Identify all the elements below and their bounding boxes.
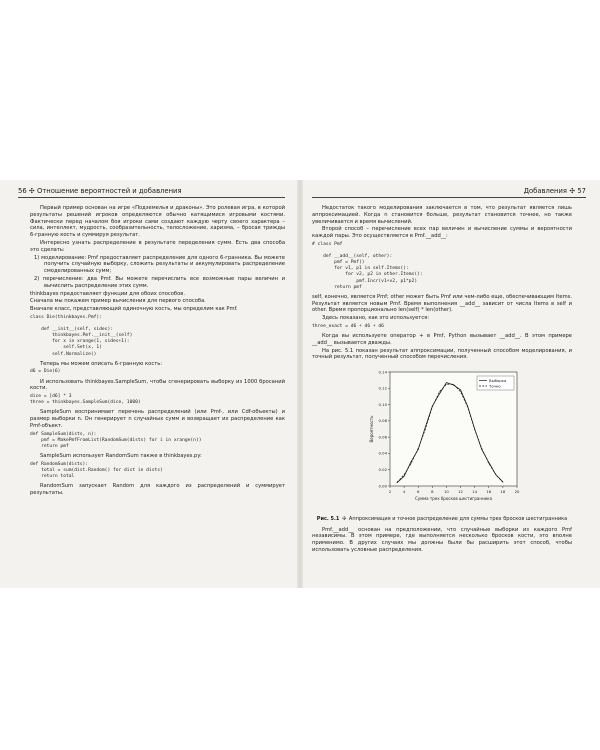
data-point — [439, 392, 440, 393]
code-block: # class Pmf def __add__(self, other): pmf = Pmf() for v1, p1 in self.Items(): for v2, p2 in other.Items(): pmf.Incr(v1+v2, p1*p2) return pmf — [312, 241, 423, 290]
paragraph: Здесь показано, как это используется: — [322, 315, 430, 322]
y-tick-label: 0.00 — [378, 483, 387, 489]
paragraph: Интересно узнать распределение в результате переделения сумм. Есть два способа это сделать: — [30, 239, 285, 253]
data-point — [460, 392, 461, 393]
y-tick-label: 0.14 — [378, 369, 387, 375]
list-item: 2) перечисление: два Pmf. Вы можете перечислить все возможные пары величин и вычислить распределение этих сумм. — [34, 275, 285, 289]
data-point — [488, 463, 489, 464]
data-point — [453, 385, 454, 386]
book-spread — [0, 180, 600, 588]
paragraph: Второй способ – перечисление всех пар величин и вычисление суммы и вероятности каждой пары. Это осуществляется в Pmf.__add__: — [312, 226, 572, 240]
diamond-ornament-icon: ✣ — [569, 187, 576, 195]
y-tick-label: 0.02 — [378, 467, 387, 473]
x-tick-label: 14 — [472, 489, 478, 495]
data-point — [439, 394, 440, 395]
code-block: d6 = Die(6) — [30, 369, 61, 375]
data-point — [404, 475, 405, 476]
data-point — [397, 482, 398, 483]
left-page — [0, 180, 300, 588]
diamond-ornament-icon: ✣ — [28, 187, 35, 195]
caption-text: Аппроксимация и точное распределение для суммы трех бросков шестигранника — [348, 516, 568, 523]
data-point — [474, 429, 475, 430]
y-tick-label: 0.12 — [378, 385, 387, 391]
data-point — [411, 461, 412, 462]
y-tick-label: 0.04 — [378, 450, 387, 456]
chapter-title: Отношение вероятностей и добавления — [37, 187, 182, 195]
y-tick-label: 0.06 — [378, 434, 387, 440]
header-rule — [18, 197, 285, 198]
paragraph: SampleSum использует RandomSum также в thinkbayes.py: — [40, 452, 202, 459]
y-tick-label: 0.08 — [378, 418, 387, 424]
code-block: class Die(thinkbayes.Pmf): def __init__(self, sides): thinkbayes.Pmf.__init__(self) for x in xrange(1, sides+1): self.Set(x, 1) self.Normalize() — [30, 314, 133, 357]
x-tick-label: 10 — [444, 489, 449, 495]
paragraph: Когда вы используете оператор + в Pmf, Python вызывает __add__. В этом примере __add__ вызывается дважды. — [312, 333, 572, 346]
legend-label: Выборка — [489, 378, 507, 384]
code-block: def SampleSum(dists, n): pmf = MakePmfFromList(RandomSum(dists) for i in xrange(n)) return pmf — [30, 431, 202, 449]
x-tick-label: 8 — [431, 489, 434, 495]
paragraph: Первый пример основан на игре «Подземелья и драконы». Это ролевая игра, в которой результаты решений игроков определяются обычно катящимися игровыми костями. Фактически перед началом боя игроки сами создают каждую черту своего характера – сила, интеллект, мудрость, сообразительность, телосложение, харизма, – бросая трижды 6-гранную кость и суммируя результат. — [30, 205, 285, 239]
data-point — [453, 384, 454, 385]
left-body — [30, 205, 285, 498]
data-point — [411, 463, 412, 464]
page-number: 57 — [577, 187, 586, 195]
data-point — [446, 384, 447, 385]
y-axis-label: Вероятность — [369, 415, 374, 443]
paragraph: На рис. 5.1 показан результат аппроксимации, полученный способом моделирования, и точный результат, полученный способом перечисления. — [312, 347, 572, 361]
paragraph: Теперь мы можем описать 6-гранную кость: — [40, 360, 163, 367]
header-rule — [312, 197, 586, 198]
data-point — [432, 407, 433, 408]
right-header — [524, 187, 586, 195]
x-tick-label: 4 — [402, 489, 406, 495]
data-point — [425, 427, 426, 428]
paragraph: Сначала мы покажем пример вычисления для первого способа. — [30, 298, 206, 305]
figure-caption — [312, 516, 572, 522]
paragraph: thinkbayes предоставляет функции для обоих способов. — [30, 290, 185, 297]
list-item: 1) моделирование: Pmf предоставляет распределение для одного 6-гранника. Вы можете получить случайную выборку, сложить результаты и аккумулировать распределение смоделированных сумм; — [34, 254, 285, 275]
paragraph: Недостаток такого моделирования заключается в том, что результат является лишь аппроксимацией. Когда n становится больше, результат становится точнее, но также увеличивается и время вычислений. — [312, 205, 572, 225]
data-point — [404, 476, 405, 477]
right-page — [300, 180, 600, 588]
x-tick-label: 6 — [417, 489, 420, 495]
paragraph: И использовать thinkbayes.SampleSum, чтобы сгенерировать выборку из 1000 бросаний кости. — [30, 378, 285, 392]
right-body — [312, 205, 572, 555]
paragraph: Pmf.__add__ основан на предположении, что случайные выборки из каждого Pmf независимы. В этом примере, где выполняется несколько бросков кости, это вполне применимо. В других случаях мы должны были бы расширить этот способ, чтобы использовать условные распределения. — [312, 526, 572, 553]
data-point — [446, 382, 447, 383]
data-point — [467, 407, 468, 408]
left-header — [18, 187, 182, 195]
legend-label: Точно — [489, 383, 501, 389]
code-block: def RandomSum(dists): total = sum(dist.Random() for dist in dists) return total — [30, 461, 163, 479]
data-point — [425, 429, 426, 430]
data-point — [460, 390, 461, 391]
data-point — [495, 475, 496, 476]
data-point — [503, 482, 504, 483]
page-number: 56 — [18, 187, 27, 195]
paragraph: RandomSum запускает Random для каждого из распределений и суммирует результаты. — [30, 483, 285, 496]
chapter-title: Добавления — [523, 187, 567, 195]
chart-svg — [312, 364, 572, 514]
data-point — [481, 448, 482, 449]
caption-label: Рис. 5.1 — [316, 516, 340, 523]
paragraph: Вначале класс, представляющий одиночную кость, мы определим как Pmf. — [30, 306, 238, 313]
x-axis-label: Сумма трех бросков шестигранника — [414, 496, 493, 502]
code-block: three_exact = d6 + d6 + d6 — [312, 323, 384, 329]
x-tick-label: 16 — [486, 489, 492, 495]
figure-chart — [312, 364, 572, 514]
diamond-ornament-icon: ✣ — [342, 516, 347, 523]
data-point — [418, 448, 419, 449]
x-tick-label: 12 — [458, 489, 463, 495]
x-tick-label: 20 — [514, 489, 520, 495]
x-tick-label: 18 — [500, 489, 506, 495]
paragraph: self, конечно, является Pmf; other может быть Pmf или чем-либо еще, обеспечивающим Items. Результат является новым Pmf. Время выполнения __add__ зависит от числа Items в self и other. Время пропорционально len(self) * len(other). — [312, 293, 572, 314]
paragraph: SampleSum воспринимает перечень распределений (или Pmf-, или Cdf-объекты) и размер выборки n. Он генерирует n случайных сумм и возвращает их распределение как Pmf-объект. — [30, 409, 285, 429]
code-block: dice = [d6] * 3 three = thinkbayes.SampleSum(dice, 1000) — [30, 394, 141, 406]
x-tick-label: 2 — [388, 489, 392, 495]
y-tick-label: 0.10 — [378, 402, 387, 408]
